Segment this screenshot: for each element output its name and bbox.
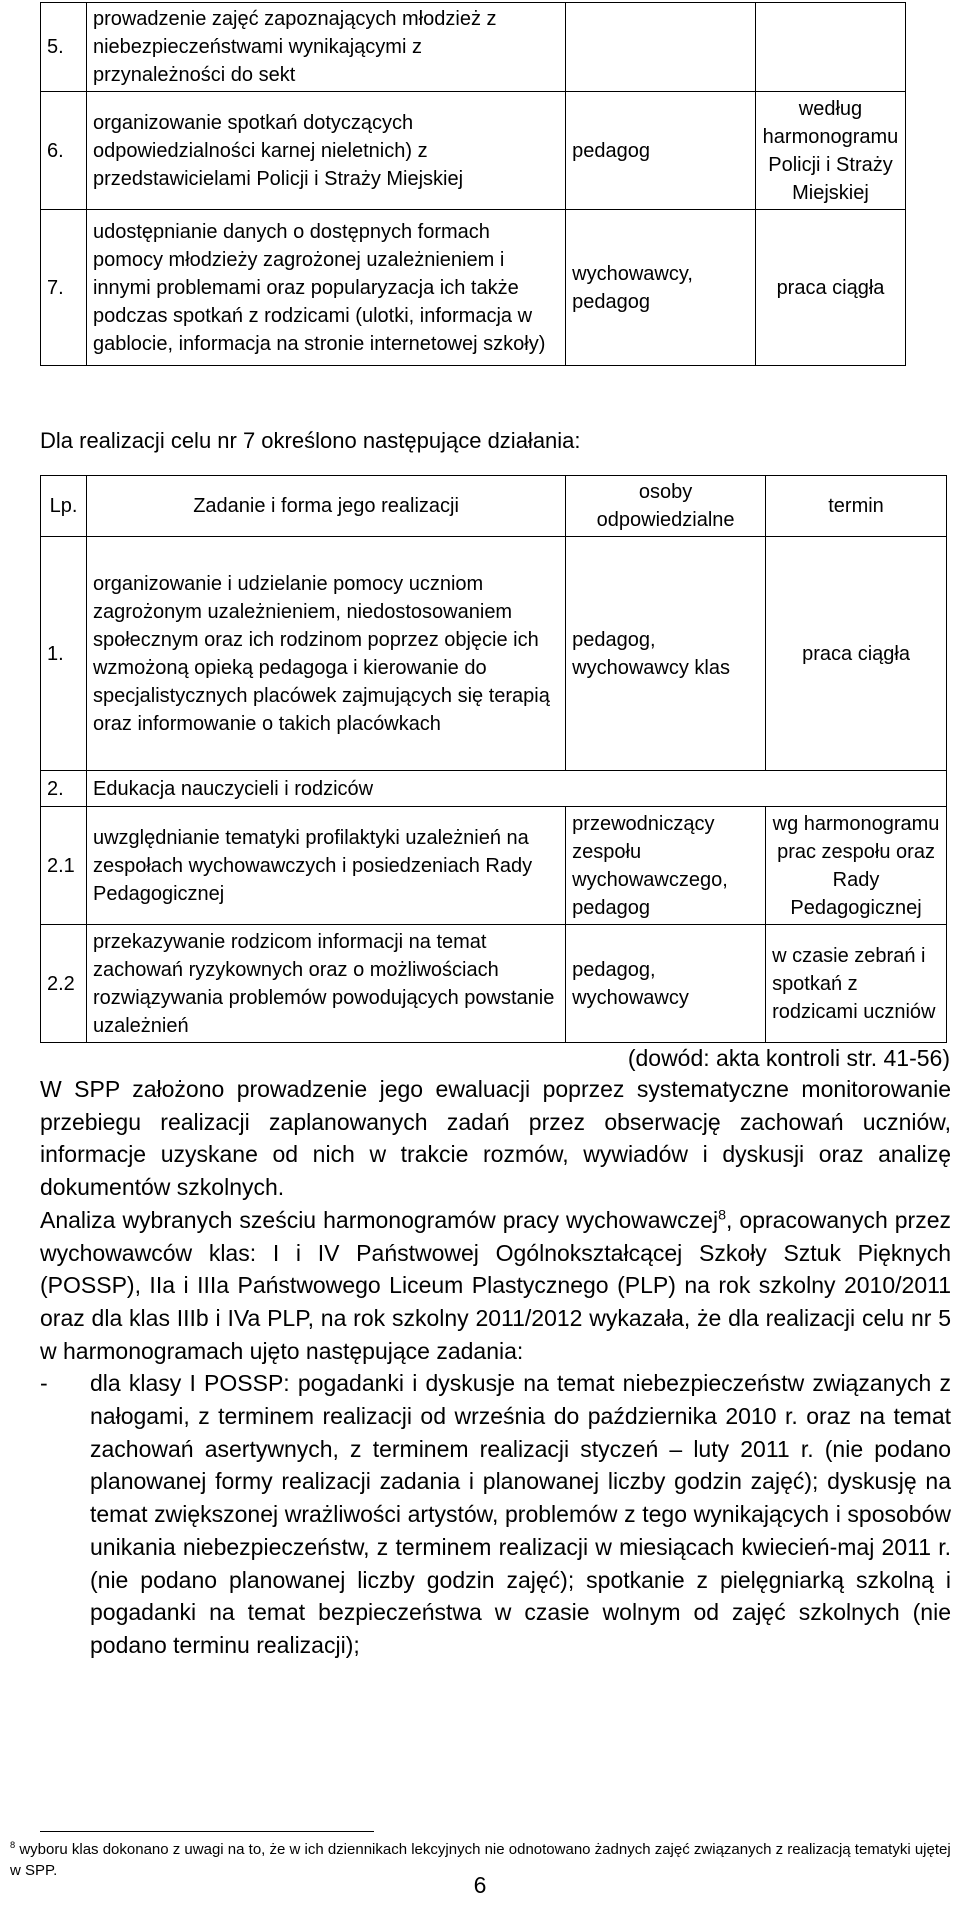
- task-term: wg harmonogramu prac zespołu oraz Rady Pedagogicznej: [766, 807, 947, 925]
- tasks-table-continued: [40, 2, 906, 366]
- responsible-persons: pedagog: [566, 92, 756, 210]
- responsible-persons: wychowawcy, pedagog: [566, 210, 756, 366]
- paragraph: W SPP założono prowadzenie jego ewaluacji poprzez systematyczne monitorowanie przebiegu realizacji zaplanowanych zadań przez obserwację zachowań uczniów, informacje uzyskane od nich w trakcie rozmów, wywiadów i dyskusji oraz analizę dokumentów szkolnych.: [40, 1076, 951, 1201]
- header-term: termin: [766, 476, 947, 537]
- row-number: 7.: [41, 210, 87, 366]
- table-row: [41, 3, 906, 92]
- task-term: praca ciągła: [755, 210, 905, 366]
- task-description: przekazywanie rodzicom informacji na temat zachowań ryzykownych oraz o możliwościach rozwiązywania problemów powodujących powstanie uzależnień: [86, 925, 565, 1043]
- list-bullet: -: [40, 1370, 48, 1397]
- row-number: 1.: [41, 537, 87, 771]
- body-text: [40, 1073, 951, 1662]
- footnote-marker: 8: [10, 1840, 16, 1850]
- evidence-reference: (dowód: akta kontroli str. 41-56): [627, 1045, 950, 1071]
- task-description: uwzględnianie tematyki profilaktyki uzależnień na zespołach wychowawczych i posiedzeniach Rady Pedagogicznej: [86, 807, 565, 925]
- task-description: organizowanie i udzielanie pomocy uczniom zagrożonym uzależnieniem, niedostosowaniem społecznym oraz ich rodzinom poprzez objęcie ich wzmożoną opieką pedagoga i kierowanie do specjalistycznych placówek zajmujących się terapią oraz informowanie o takich placówkach: [86, 537, 565, 771]
- header-task: Zadanie i forma jego realizacji: [86, 476, 565, 537]
- responsible-persons: [566, 3, 756, 92]
- list-item-text: dla klasy I POSSP: pogadanki i dyskusje na temat niebezpieczeństw związanych z nałogami, z terminem realizacji od września do października 2010 r. oraz na temat zachowań asertywnych, z terminem realizacji styczeń – luty 2011 r. (nie podano planowanej formy realizacji zadania i planowanej liczby godzin zajęć); dyskusję na temat zwiększonej wrażliwości artystów, problemów z tego wynikających i sposobów unikania niebezpieczeństw, z terminem realizacji w miesiącach kwiecień-maj 2011 r. (nie podano planowanej liczby godzin zajęć); spotkanie z pielęgniarką szkolną i pogadanki na temat bezpieczeństwa w czasie wolnym od zajęć szkolnych (nie podano terminu realizacji);: [90, 1370, 951, 1658]
- header-responsible: osoby odpowiedzialne: [566, 476, 766, 537]
- list-item: [40, 1367, 951, 1661]
- responsible-persons: pedagog, wychowawcy: [566, 925, 766, 1043]
- table-header-row: [41, 476, 947, 537]
- task-term: w czasie zebrań i spotkań z rodzicami uczniów: [766, 925, 947, 1043]
- goal-7-tasks-table: [40, 475, 947, 1043]
- section-heading: Dla realizacji celu nr 7 określono następujące działania:: [40, 428, 581, 453]
- table-row: [41, 210, 906, 366]
- header-number: Lp.: [41, 476, 87, 537]
- task-description: prowadzenie zajęć zapoznających młodzież z niebezpieczeństwami wynikającymi z przynależności do sekt: [86, 3, 565, 92]
- responsible-persons: przewodniczący zespołu wychowawczego, pedagog: [566, 807, 766, 925]
- footnote-separator: [40, 1831, 374, 1832]
- footnote-text: wyboru klas dokonano z uwagi na to, że w ich dziennikach lekcyjnych nie odnotowano żadnych zajęć związanych z realizacją tematyki ujętej w SPP.: [10, 1841, 951, 1879]
- paragraph-text: Analiza wybranych sześciu harmonogramów pracy wychowawczej: [40, 1206, 719, 1233]
- row-number: 6.: [41, 92, 87, 210]
- table-row: [41, 925, 947, 1043]
- paragraph-text: , opracowanych przez wychowawców klas: I i IV Państwowej Ogólnokształcącej Szkoły Sztuk Pięknych (POSSP), IIa i IIIa Państwowego Liceum Plastycznego (PLP) na rok szkolny 2010/2011 oraz dla klas IIIb i IVa PLP, na rok szkolny 2011/2012 wykazała, że dla realizacji celu nr 5 w harmonogramach ujęto następujące zadania:: [40, 1206, 951, 1364]
- table-row: [41, 92, 906, 210]
- page-number: 6: [473, 1872, 487, 1898]
- table-row: [41, 771, 947, 807]
- table-row: [41, 537, 947, 771]
- responsible-persons: pedagog, wychowawcy klas: [566, 537, 766, 771]
- task-description: organizowanie spotkań dotyczących odpowiedzialności karnej nieletnich) z przedstawicielami Policji i Straży Miejskiej: [86, 92, 565, 210]
- row-number: 2.1: [41, 807, 87, 925]
- task-group-title: Edukacja nauczycieli i rodziców: [86, 771, 946, 807]
- footnote-reference: 8: [718, 1207, 727, 1224]
- task-term: [755, 3, 905, 92]
- row-number: 5.: [41, 3, 87, 92]
- table-row: [41, 807, 947, 925]
- row-number: 2.2: [41, 925, 87, 1043]
- paragraph: [40, 1204, 951, 1368]
- task-description: udostępnianie danych o dostępnych formach pomocy młodzieży zagrożonej uzależnieniem i innymi problemami oraz popularyzacja ich także podczas spotkań z rodzicami (ulotki, informacja w gablocie, informacja na stronie internetowej szkoły): [86, 210, 565, 366]
- task-term: praca ciągła: [766, 537, 947, 771]
- row-number: 2.: [41, 771, 87, 807]
- task-term: według harmonogramu Policji i Straży Miejskiej: [755, 92, 905, 210]
